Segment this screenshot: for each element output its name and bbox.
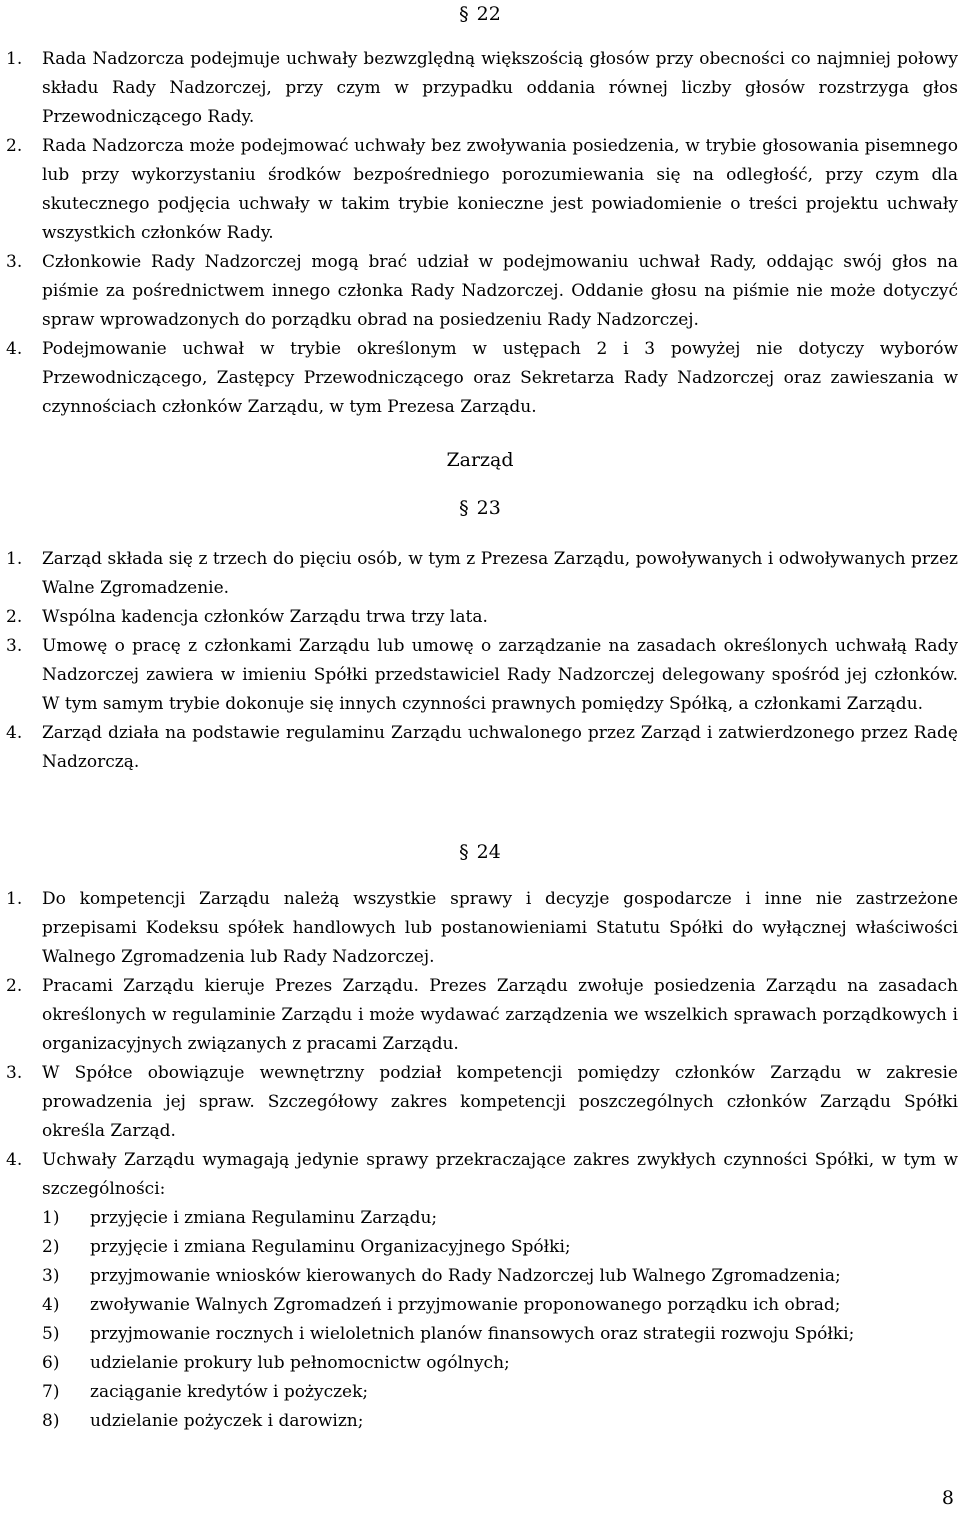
item-number: 1.: [6, 49, 23, 69]
sub-item-text: zaciąganie kredytów i pożyczek;: [90, 1382, 369, 1402]
sub-item-number: 6): [42, 1353, 60, 1373]
sub-item-text: przyjęcie i zmiana Regulaminu Organizacyjnego Spółki;: [90, 1237, 571, 1257]
list-item: [6, 632, 958, 719]
section-24-list: [6, 885, 958, 1436]
item-text: W Spółce obowiązuje wewnętrzny podział kompetencji pomiędzy członków Zarządu w zakresie prowadzenia jej spraw. Szczegółowy zakres kompetencji poszczególnych członków Zarządu Spółki określa Zarząd.: [42, 1063, 958, 1141]
section-heading-24: [0, 838, 960, 867]
sub-list-item: [6, 1291, 958, 1320]
sub-item-text: udzielanie pożyczek i darowizn;: [90, 1411, 364, 1431]
section-number: 24: [476, 841, 501, 863]
item-number: 4.: [6, 1150, 23, 1170]
section-23-list: [6, 545, 958, 777]
sub-item-number: 4): [42, 1295, 60, 1315]
item-text: Rada Nadzorcza podejmuje uchwały bezwzględną większością głosów przy obecności co najmniej połowy składu Rady Nadzorczej, przy czym w przypadku oddania równej liczby głosów rozstrzyga głos Przewodniczącego Rady.: [42, 49, 958, 127]
item-text: Do kompetencji Zarządu należą wszystkie sprawy i decyzje gospodarcze i inne nie zastrzeżone przepisami Kodeksu spółek handlowych lub postanowieniami Statutu Spółki do wyłącznej właściwości Walnego Zgromadzenia lub Rady Nadzorczej.: [42, 889, 958, 967]
item-text: Umowę o pracę z członkami Zarządu lub umowę o zarządzanie na zasadach określonych uchwałą Rady Nadzorczej zawiera w imieniu Spółki przedstawiciel Rady Nadzorczej delegowany spośród jej członków. W tym samym trybie dokonuje się innych czynności prawnych pomiędzy Spółką, a członkami Zarządu.: [42, 636, 958, 714]
section-number: 22: [476, 3, 501, 25]
sub-item-text: zwoływanie Walnych Zgromadzeń i przyjmowanie proponowanego porządku ich obrad;: [90, 1295, 841, 1315]
item-text: Zarząd działa na podstawie regulaminu Zarządu uchwalonego przez Zarząd i zatwierdzonego przez Radę Nadzorczą.: [42, 723, 958, 772]
list-item: [6, 45, 958, 132]
item-text: Pracami Zarządu kieruje Prezes Zarządu. Prezes Zarządu zwołuje posiedzenia Zarządu na zasadach określonych w regulaminie Zarządu i może wydawać zarządzenia we wszelkich sprawach porządkowych i organizacyjnych związanych z pracami Zarządu.: [42, 976, 958, 1054]
item-number: 3.: [6, 252, 23, 272]
item-number: 4.: [6, 339, 23, 359]
sub-list-item: [6, 1320, 958, 1349]
item-number: 2.: [6, 976, 23, 996]
sub-item-number: 8): [42, 1411, 60, 1431]
list-item: [6, 248, 958, 335]
item-text: Wspólna kadencja członków Zarządu trwa trzy lata.: [42, 607, 488, 627]
sub-list-item: [6, 1378, 958, 1407]
list-item: [6, 603, 958, 632]
sub-item-text: przyjmowanie rocznych i wieloletnich planów finansowych oraz strategii rozwoju Spółki;: [90, 1324, 855, 1344]
sub-item-number: 3): [42, 1266, 60, 1286]
chapter-heading: Zarząd: [446, 449, 514, 471]
item-text: Podejmowanie uchwał w trybie określonym w ustępach 2 i 3 powyżej nie dotyczy wyborów Przewodniczącego, Zastępcy Przewodniczącego oraz Sekretarza Rady Nadzorczej oraz zawieszania w czynnościach członków Zarządu, w tym Prezesa Zarządu.: [42, 339, 958, 417]
sub-item-number: 2): [42, 1237, 60, 1257]
item-number: 1.: [6, 549, 23, 569]
section-number: 23: [476, 497, 501, 519]
sub-item-text: udzielanie prokury lub pełnomocnictw ogólnych;: [90, 1353, 510, 1373]
item-number: 3.: [6, 1063, 23, 1083]
item-number: 2.: [6, 136, 23, 156]
item-number: 3.: [6, 636, 23, 656]
sub-list-item: [6, 1349, 958, 1378]
section-22-list: [6, 45, 958, 422]
list-item: [6, 885, 958, 972]
item-text: Uchwały Zarządu wymagają jedynie sprawy przekraczające zakres zwykłych czynności Spółki, w tym w szczególności:: [42, 1150, 958, 1199]
sub-item-number: 1): [42, 1208, 60, 1228]
sub-item-text: przyjmowanie wniosków kierowanych do Rady Nadzorczej lub Walnego Zgromadzenia;: [90, 1266, 841, 1286]
section-symbol: §: [459, 3, 469, 25]
item-number: 1.: [6, 889, 23, 909]
sub-item-text: przyjęcie i zmiana Regulaminu Zarządu;: [90, 1208, 438, 1228]
section-heading-23: [0, 494, 960, 523]
list-item: [6, 972, 958, 1059]
page-number: 8: [941, 1487, 954, 1509]
item-number: 2.: [6, 607, 23, 627]
item-number: 4.: [6, 723, 23, 743]
section-heading-22: [0, 0, 960, 29]
item-text: Członkowie Rady Nadzorczej mogą brać udział w podejmowaniu uchwał Rady, oddając swój głos na piśmie za pośrednictwem innego członka Rady Nadzorczej. Oddanie głosu na piśmie nie może dotyczyć spraw wprowadzonych do porządku obrad na posiedzeniu Rady Nadzorczej.: [42, 252, 958, 330]
sub-list-item: [6, 1407, 958, 1436]
item-text: Zarząd składa się z trzech do pięciu osób, w tym z Prezesa Zarządu, powoływanych i odwoływanych przez Walne Zgromadzenie.: [42, 549, 958, 598]
sub-list-item: [6, 1233, 958, 1262]
list-item: [6, 1146, 958, 1204]
section-symbol: §: [459, 841, 469, 863]
sub-item-number: 7): [42, 1382, 60, 1402]
sub-list-item: [6, 1204, 958, 1233]
sub-list-item: [6, 1262, 958, 1291]
sub-item-number: 5): [42, 1324, 60, 1344]
section-symbol: §: [459, 497, 469, 519]
list-item: [6, 132, 958, 248]
list-item: [6, 335, 958, 422]
list-item: [6, 545, 958, 603]
item-text: Rada Nadzorcza może podejmować uchwały bez zwoływania posiedzenia, w trybie głosowania pisemnego lub przy wykorzystaniu środków bezpośredniego porozumiewania się na odległość, przy czym dla skutecznego podjęcia uchwały w takim trybie konieczne jest powiadomienie o treści projektu uchwały wszystkich członków Rady.: [42, 136, 958, 243]
list-item: [6, 719, 958, 777]
list-item: [6, 1059, 958, 1146]
